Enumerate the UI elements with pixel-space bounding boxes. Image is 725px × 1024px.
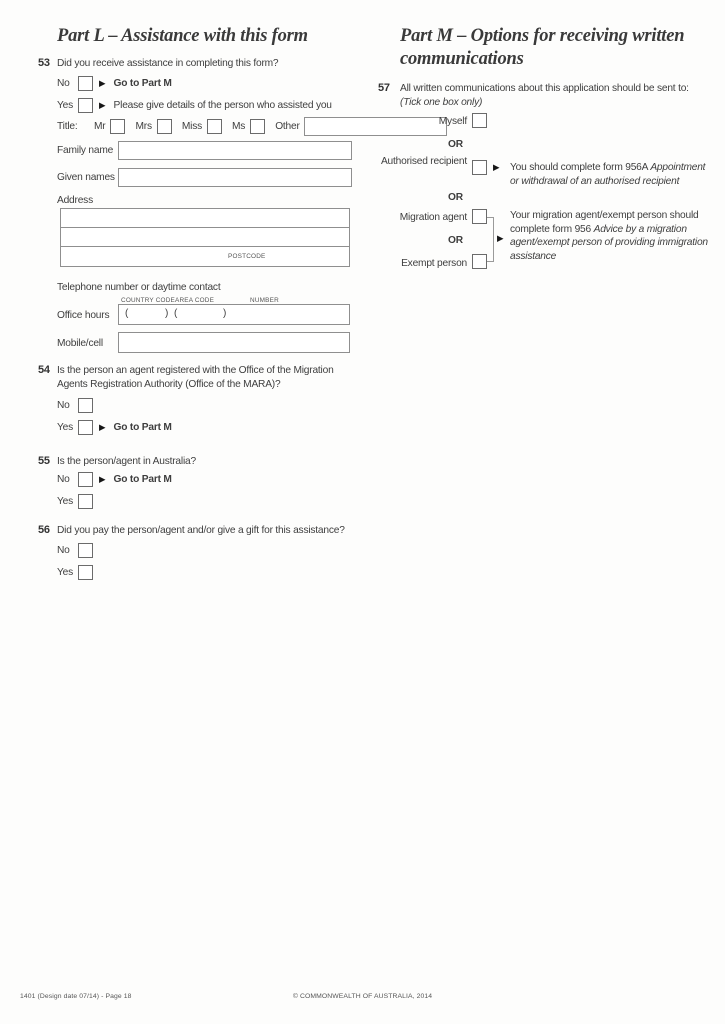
goto-arrow-icon: ▶ — [99, 422, 106, 433]
q53-no-row — [57, 75, 352, 92]
paren-open: ( — [125, 308, 129, 319]
title-option-mr: Mr — [94, 121, 106, 132]
goto-arrow-icon: ▶ — [99, 100, 106, 111]
q57-migration-agent-checkbox[interactable] — [472, 209, 487, 224]
or-label: OR — [448, 192, 463, 203]
group-bracket — [487, 217, 494, 262]
address-line-1[interactable] — [61, 209, 349, 228]
q54-number: 54 — [38, 364, 50, 376]
family-name-row — [57, 141, 352, 160]
goto-arrow-icon: ▶ — [493, 163, 500, 173]
title-option-ms: Ms — [232, 121, 246, 132]
q54-yes-label: Yes — [57, 422, 74, 433]
q57-group-note-italic: Advice by a migration agent/exempt person of providing immigration assistance — [510, 223, 708, 262]
footer-form-id: 1401 (Design date 07/14) - Page 18 — [20, 993, 132, 1000]
address-box — [60, 208, 350, 267]
q53-yes-checkbox[interactable] — [78, 98, 93, 113]
area-code-label: AREA CODE — [175, 297, 215, 304]
or-label: OR — [448, 139, 463, 150]
title-ms-checkbox[interactable] — [250, 119, 265, 134]
q56-question: Did you pay the person/agent and/or give a gift for this assistance? — [57, 525, 345, 536]
q55-no-checkbox[interactable] — [78, 472, 93, 487]
q54-no-row — [57, 397, 352, 414]
q54-yes-checkbox[interactable] — [78, 420, 93, 435]
q56-no-row — [57, 542, 352, 559]
q57-authorised-note-italic: Appointment or withdrawal of an authorised recipient — [510, 162, 706, 187]
q54-yes-row — [57, 419, 352, 436]
q55-number: 55 — [38, 455, 50, 467]
q57-exempt-person-label: Exempt person — [401, 258, 467, 269]
paren-close: ) — [223, 308, 227, 319]
title-mr-checkbox[interactable] — [110, 119, 125, 134]
title-mrs-checkbox[interactable] — [157, 119, 172, 134]
q57-myself-checkbox[interactable] — [472, 113, 487, 128]
q57-myself-label: Myself — [438, 116, 467, 127]
title-option-other: Other — [275, 121, 300, 132]
q55-no-label: No — [57, 474, 70, 485]
phone-heading: Telephone number or daytime contact — [57, 282, 221, 293]
q57-migration-agent-label: Migration agent — [399, 212, 467, 223]
q56-no-label: No — [57, 545, 70, 556]
title-option-miss: Miss — [181, 121, 202, 132]
q57-authorised-recipient-checkbox[interactable] — [472, 160, 487, 175]
address-line-2[interactable] — [61, 228, 349, 247]
q57-number: 57 — [378, 82, 390, 94]
family-name-label: Family name — [57, 145, 114, 156]
part-m-title: Part M – Options for receiving written communications — [400, 26, 685, 69]
address-line-3[interactable] — [61, 247, 349, 266]
footer-copyright: © COMMONWEALTH OF AUSTRALIA, 2014 — [292, 993, 433, 1000]
q54-no-checkbox[interactable] — [78, 398, 93, 413]
paren-close: ) — [165, 308, 169, 319]
q57-authorised-note — [510, 161, 715, 188]
postcode-label: POSTCODE — [228, 253, 266, 260]
given-names-row — [57, 168, 352, 187]
office-hours-label: Office hours — [57, 310, 110, 321]
q53-no-action: Go to Part M — [113, 78, 172, 89]
address-label: Address — [57, 195, 93, 206]
mobile-label: Mobile/cell — [57, 338, 103, 349]
q55-yes-row — [57, 493, 352, 510]
q56-yes-checkbox[interactable] — [78, 565, 93, 580]
q57-authorised-recipient-label: Authorised recipient — [380, 156, 467, 167]
q54-yes-action: Go to Part M — [113, 422, 172, 433]
q57-authorised-note-plain: You should complete form 956A — [510, 162, 651, 173]
q53-no-checkbox[interactable] — [78, 76, 93, 91]
goto-arrow-icon: ▶ — [497, 234, 504, 244]
q57-instruction: (Tick one box only) — [400, 97, 483, 108]
goto-arrow-icon: ▶ — [99, 474, 106, 485]
q53-no-label: No — [57, 78, 70, 89]
q56-number: 56 — [38, 524, 50, 536]
q56-yes-row — [57, 564, 352, 581]
q56-yes-label: Yes — [57, 567, 74, 578]
q55-yes-checkbox[interactable] — [78, 494, 93, 509]
q54-no-label: No — [57, 400, 70, 411]
q53-number: 53 — [38, 57, 50, 69]
mobile-input[interactable] — [118, 332, 350, 353]
family-name-input[interactable] — [118, 141, 352, 160]
q57-group-note-plain: Your migration agent/exempt person should complete form 956 — [510, 210, 699, 235]
q53-yes-label: Yes — [57, 100, 74, 111]
q53-question: Did you receive assistance in completing this form? — [57, 58, 279, 69]
office-hours-input[interactable] — [118, 304, 350, 325]
q53-yes-row — [57, 97, 352, 114]
title-miss-checkbox[interactable] — [207, 119, 222, 134]
q56-no-checkbox[interactable] — [78, 543, 93, 558]
country-code-label: COUNTRY CODE — [121, 297, 176, 304]
q53-yes-action: Please give details of the person who assisted you — [113, 100, 332, 111]
or-label: OR — [448, 235, 463, 246]
number-label: NUMBER — [250, 297, 279, 304]
q55-yes-label: Yes — [57, 496, 74, 507]
part-l-title: Part L – Assistance with this form — [57, 26, 308, 46]
given-names-input[interactable] — [118, 168, 352, 187]
q55-no-action: Go to Part M — [113, 474, 172, 485]
q57-exempt-person-checkbox[interactable] — [472, 254, 487, 269]
title-row — [57, 117, 352, 136]
q55-no-row — [57, 471, 352, 488]
paren-open: ( — [174, 308, 178, 319]
q57-question: All written communications about this application should be sent to: — [400, 83, 689, 94]
given-names-label: Given names — [57, 172, 115, 183]
title-label: Title: — [57, 121, 78, 132]
title-option-mrs: Mrs — [135, 121, 152, 132]
q54-question: Is the person an agent registered with the Office of the Migration Agents Registration Authority (Office of the MARA)? — [57, 365, 334, 390]
q55-question: Is the person/agent in Australia? — [57, 456, 196, 467]
goto-arrow-icon: ▶ — [99, 78, 106, 89]
q57-group-note — [510, 209, 725, 263]
